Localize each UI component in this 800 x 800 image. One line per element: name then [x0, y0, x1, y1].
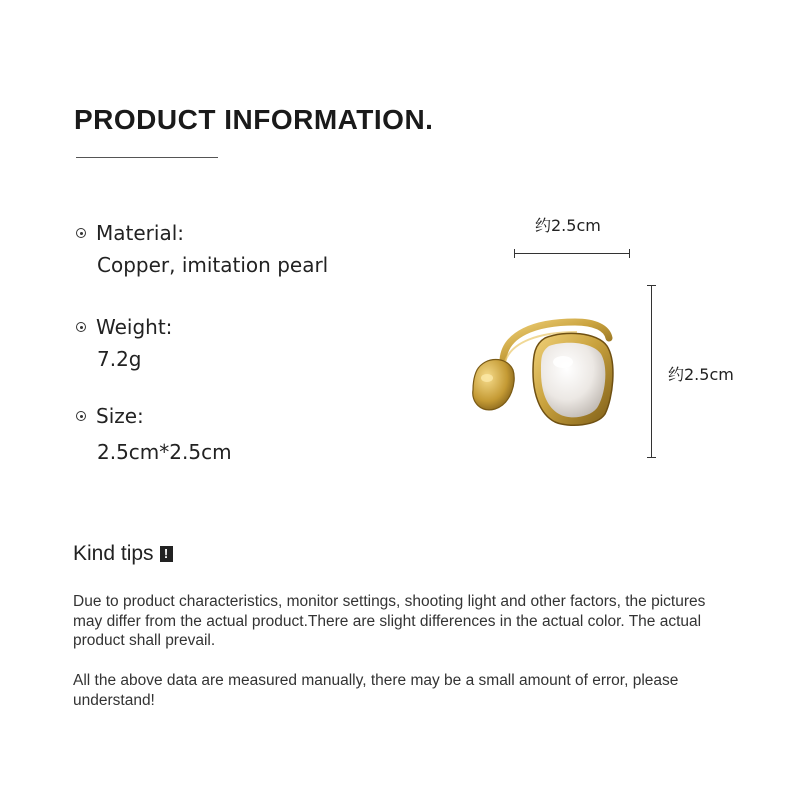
width-dimension-label: 约2.5cm — [535, 216, 601, 235]
width-dimension-line — [514, 253, 630, 254]
tips-paragraph-2: All the above data are measured manually, there may be a small amount of error, please understand! — [73, 672, 679, 709]
title-underline — [76, 157, 218, 158]
width-dimension-cap — [629, 249, 630, 258]
spec-label: Material: — [96, 221, 184, 245]
tips-paragraph-1: Due to product characteristics, monitor settings, shooting light and other factors, the pictures may differ from the actual product.There are slight differences in the actual color. The actual product shall prevail. — [73, 593, 706, 649]
height-dimension-label: 约2.5cm — [668, 365, 734, 384]
spec-label: Size: — [96, 404, 144, 428]
height-dimension-line — [651, 285, 652, 457]
spec-label: Weight: — [96, 315, 173, 339]
spec-value: 2.5cm*2.5cm — [97, 440, 232, 464]
kind-tips-heading — [73, 542, 173, 566]
spec-value: Copper, imitation pearl — [97, 253, 329, 277]
spec-value: 7.2g — [97, 347, 142, 371]
page-title: PRODUCT INFORMATION. — [74, 104, 434, 135]
height-dimension-cap — [647, 457, 656, 458]
width-dimension-cap — [514, 249, 515, 258]
product-ring-image — [465, 312, 625, 437]
spec-size — [76, 404, 232, 464]
kind-tips-title: Kind tips — [73, 542, 154, 565]
bullet-icon — [76, 411, 86, 421]
height-dimension-cap — [647, 285, 656, 286]
spec-weight — [76, 315, 172, 371]
bullet-icon — [76, 322, 86, 332]
exclamation-icon: ! — [160, 546, 173, 562]
bullet-icon — [76, 228, 86, 238]
spec-material — [76, 221, 328, 277]
